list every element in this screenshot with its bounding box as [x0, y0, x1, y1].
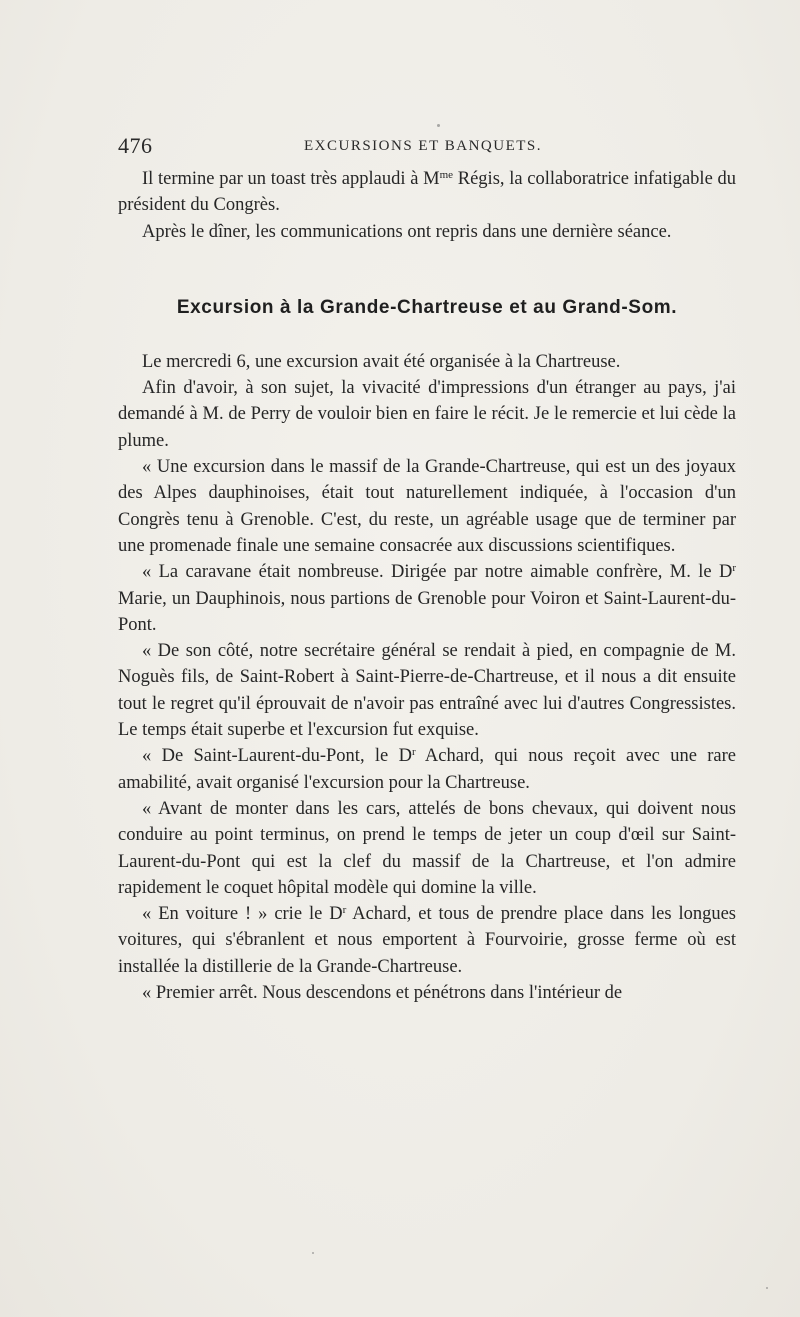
section-heading: Excursion à la Grande-Chartreuse et au Grand-Som.	[176, 296, 678, 318]
paragraph: Afin d'avoir, à son sujet, la vivacité d'impressions d'un étranger au pays, j'ai demandé à M. de Perry de vouloir bien en faire le récit. Je le remercie et lui cède la plume.	[118, 378, 736, 451]
paper-speck	[766, 1287, 768, 1289]
paragraph: « Une excursion dans le massif de la Grande-Chartreuse, qui est un des joyaux des Alpes dauphinoises, était tout naturellement indiquée, à l'occasion d'un Congrès tenu à Grenoble. C'est, du reste, un agréable usage que de terminer par une promenade finale une semaine consacrée aux discussions scientifiques.	[118, 457, 736, 556]
paragraph: « Premier arrêt. Nous descendons et pénétrons dans l'intérieur de	[142, 983, 623, 1004]
paragraph: « De son côté, notre secrétaire général se rendait à pied, en compagnie de M. Noguès fils, de Saint-Robert à Saint-Pierre-de-Chartreuse, et il nous a dit ensuite tout le regret qu'il éprouvait de n'avoir pas entraîné avec lui d'autres Congressistes. Le temps était superbe et l'excursion fut exquise.	[118, 641, 736, 741]
paragraph: Après le dîner, les communications ont repris dans une dernière séance.	[142, 221, 672, 242]
running-head	[118, 133, 738, 159]
paper-speck	[312, 1252, 314, 1254]
page-number: 476	[118, 133, 153, 158]
running-title: EXCURSIONS ET BANQUETS.	[304, 138, 542, 154]
paragraph: « En voiture ! » crie le $D^r$ Achard, et tous de prendre place dans les longues voitures, qui s'ébranlent et nous emportent à Fourvoirie, grosse ferme où est installée la distillerie de la Grande-Chartreuse.	[118, 904, 737, 977]
paragraph: Le mercredi 6, une excursion avait été organisée à la Chartreuse.	[142, 351, 621, 372]
paragraph: Il termine par un toast très applaudi à $M^{me}$ Régis, la collaboratrice infatigable du président du Congrès.	[118, 169, 736, 216]
paragraph: « La caravane était nombreuse. Dirigée par notre aimable confrère, M. le $D^r$ Marie, un Dauphinois, nous partions de Grenoble pour Voiron et Saint-Laurent-du-Pont.	[118, 562, 736, 635]
body-text	[118, 166, 736, 1006]
paragraph: « Avant de monter dans les cars, attelés de bons chevaux, qui doivent nous conduire au point terminus, on prend le temps de jeter un coup d'œil sur Saint-Laurent-du-Pont qui est la clef du massif de la Chartreuse, et l'on admire rapidement le coquet hôpital modèle qui domine la ville.	[118, 798, 736, 898]
paragraph: « De Saint-Laurent-du-Pont, le $D^r$ Achard, qui nous reçoit avec une rare amabilité, avait organisé l'excursion pour la Chartreuse.	[118, 746, 736, 793]
paper-speck	[437, 124, 440, 127]
